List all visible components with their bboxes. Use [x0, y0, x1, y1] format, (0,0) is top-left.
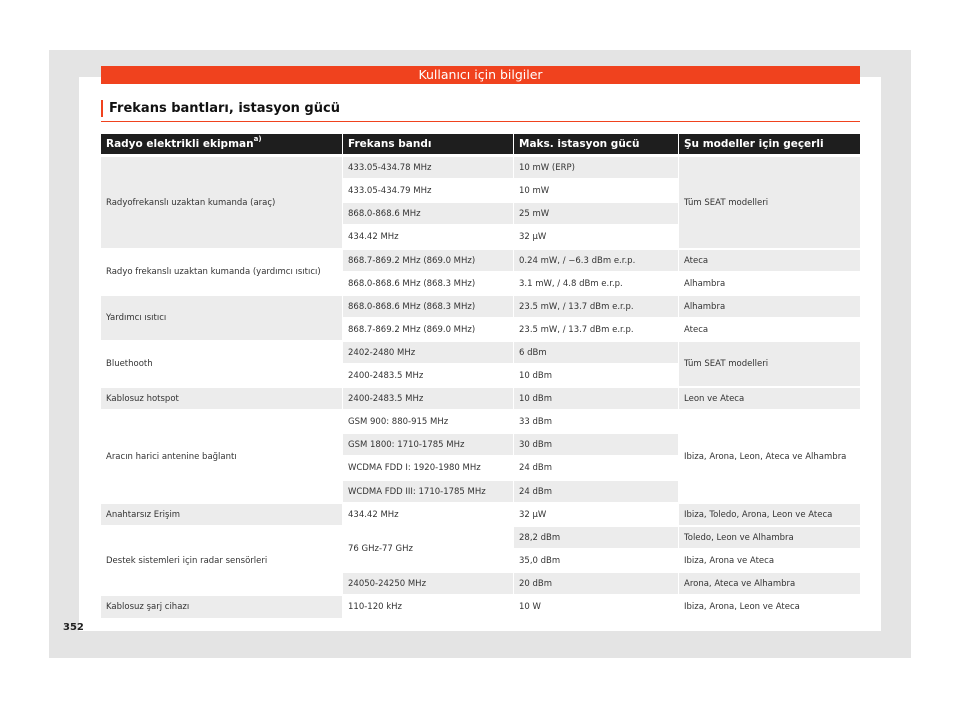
models-cell: Alhambra: [679, 273, 860, 294]
equipment-cell: Destek sistemleri için radar sensörleri: [101, 527, 342, 594]
frequency-cell: 868.0-868.6 MHz (868.3 MHz): [343, 273, 513, 294]
models-cell: Ibiza, Arona, Leon ve Ateca: [679, 596, 860, 618]
power-cell: 20 dBm: [514, 573, 678, 594]
power-cell: 6 dBm: [514, 342, 678, 363]
equipment-cell: Bluethooth: [101, 342, 342, 386]
models-cell: Ateca: [679, 319, 860, 340]
frequency-cell: 868.7-869.2 MHz (869.0 MHz): [343, 319, 513, 340]
equipment-cell: Radyo frekanslı uzaktan kumanda (yardımcı ısıtıcı): [101, 250, 342, 294]
frequency-cell: 868.0-868.6 MHz (868.3 MHz): [343, 296, 513, 317]
power-cell: 24 dBm: [514, 481, 678, 502]
models-cell: Ateca: [679, 250, 860, 271]
power-cell: 10 dBm: [514, 388, 678, 409]
frequency-cell: 868.7-869.2 MHz (869.0 MHz): [343, 250, 513, 271]
models-cell: Ibiza, Toledo, Arona, Leon ve Ateca: [679, 504, 860, 525]
section-title: Frekans bantları, istasyon gücü: [109, 101, 340, 116]
frequency-cell: GSM 1800: 1710-1785 MHz: [343, 434, 513, 455]
frequency-cell: GSM 900: 880-915 MHz: [343, 411, 513, 432]
heading-accent-bar: [101, 100, 103, 117]
power-cell: 0.24 mW, / −6.3 dBm e.r.p.: [514, 250, 678, 271]
frequency-cell: 433.05-434.79 MHz: [343, 180, 513, 201]
equipment-cell: Aracın harici antenine bağlantı: [101, 411, 342, 502]
power-cell: 3.1 mW, / 4.8 dBm e.r.p.: [514, 273, 678, 294]
models-cell: Tüm SEAT modelleri: [679, 157, 860, 248]
power-cell: 33 dBm: [514, 411, 678, 432]
frequency-cell: 868.0-868.6 MHz: [343, 203, 513, 224]
equipment-cell: Anahtarsız Erişim: [101, 504, 342, 525]
chapter-banner: Kullanıcı için bilgiler: [101, 66, 860, 84]
models-cell: Arona, Ateca ve Alhambra: [679, 573, 860, 594]
frequency-cell: 434.42 MHz: [343, 504, 513, 525]
power-cell: 32 µW: [514, 226, 678, 248]
frequency-cell: 76 GHz-77 GHz: [343, 527, 513, 571]
power-cell: 24 dBm: [514, 457, 678, 479]
frequency-cell: 433.05-434.78 MHz: [343, 157, 513, 178]
header-footnote-marker: a): [253, 135, 262, 143]
header-frequency: Frekans bandı: [343, 134, 513, 154]
equipment-cell: Yardımcı ısıtıcı: [101, 296, 342, 340]
models-cell: Ibiza, Arona ve Ateca: [679, 550, 860, 571]
power-cell: 23.5 mW, / 13.7 dBm e.r.p.: [514, 319, 678, 340]
frequency-cell: 24050-24250 MHz: [343, 573, 513, 594]
power-cell: 32 µW: [514, 504, 678, 525]
power-cell: 10 W: [514, 596, 678, 618]
power-cell: 10 mW: [514, 180, 678, 201]
header-models: Şu modeller için geçerli: [679, 134, 860, 154]
power-cell: 10 dBm: [514, 365, 678, 386]
frequency-cell: 110-120 kHz: [343, 596, 513, 618]
power-cell: 23.5 mW, / 13.7 dBm e.r.p.: [514, 296, 678, 317]
equipment-cell: Radyofrekanslı uzaktan kumanda (araç): [101, 157, 342, 248]
power-cell: 10 mW (ERP): [514, 157, 678, 178]
frequency-cell: WCDMA FDD I: 1920-1980 MHz: [343, 457, 513, 479]
power-cell: 28,2 dBm: [514, 527, 678, 548]
frequency-cell: 2402-2480 MHz: [343, 342, 513, 363]
power-cell: 35,0 dBm: [514, 550, 678, 571]
section-heading: [101, 99, 860, 122]
equipment-cell: Kablosuz hotspot: [101, 388, 342, 409]
equipment-cell: Kablosuz şarj cihazı: [101, 596, 342, 618]
models-cell: Ibiza, Arona, Leon, Ateca ve Alhambra: [679, 411, 860, 502]
frequency-cell: 434.42 MHz: [343, 226, 513, 248]
power-cell: 30 dBm: [514, 434, 678, 455]
header-equipment: Radyo elektrikli ekipman$^{a)}$: [101, 134, 342, 154]
frequency-cell: 2400-2483.5 MHz: [343, 365, 513, 386]
models-cell: Toledo, Leon ve Alhambra: [679, 527, 860, 548]
models-cell: Leon ve Ateca: [679, 388, 860, 409]
frequency-cell: 2400-2483.5 MHz: [343, 388, 513, 409]
models-cell: Alhambra: [679, 296, 860, 317]
header-power: Maks. istasyon gücü: [514, 134, 678, 154]
models-cell: Tüm SEAT modelleri: [679, 342, 860, 386]
page-number: 352: [63, 622, 84, 633]
power-cell: 25 mW: [514, 203, 678, 224]
frequency-cell: WCDMA FDD III: 1710-1785 MHz: [343, 481, 513, 502]
